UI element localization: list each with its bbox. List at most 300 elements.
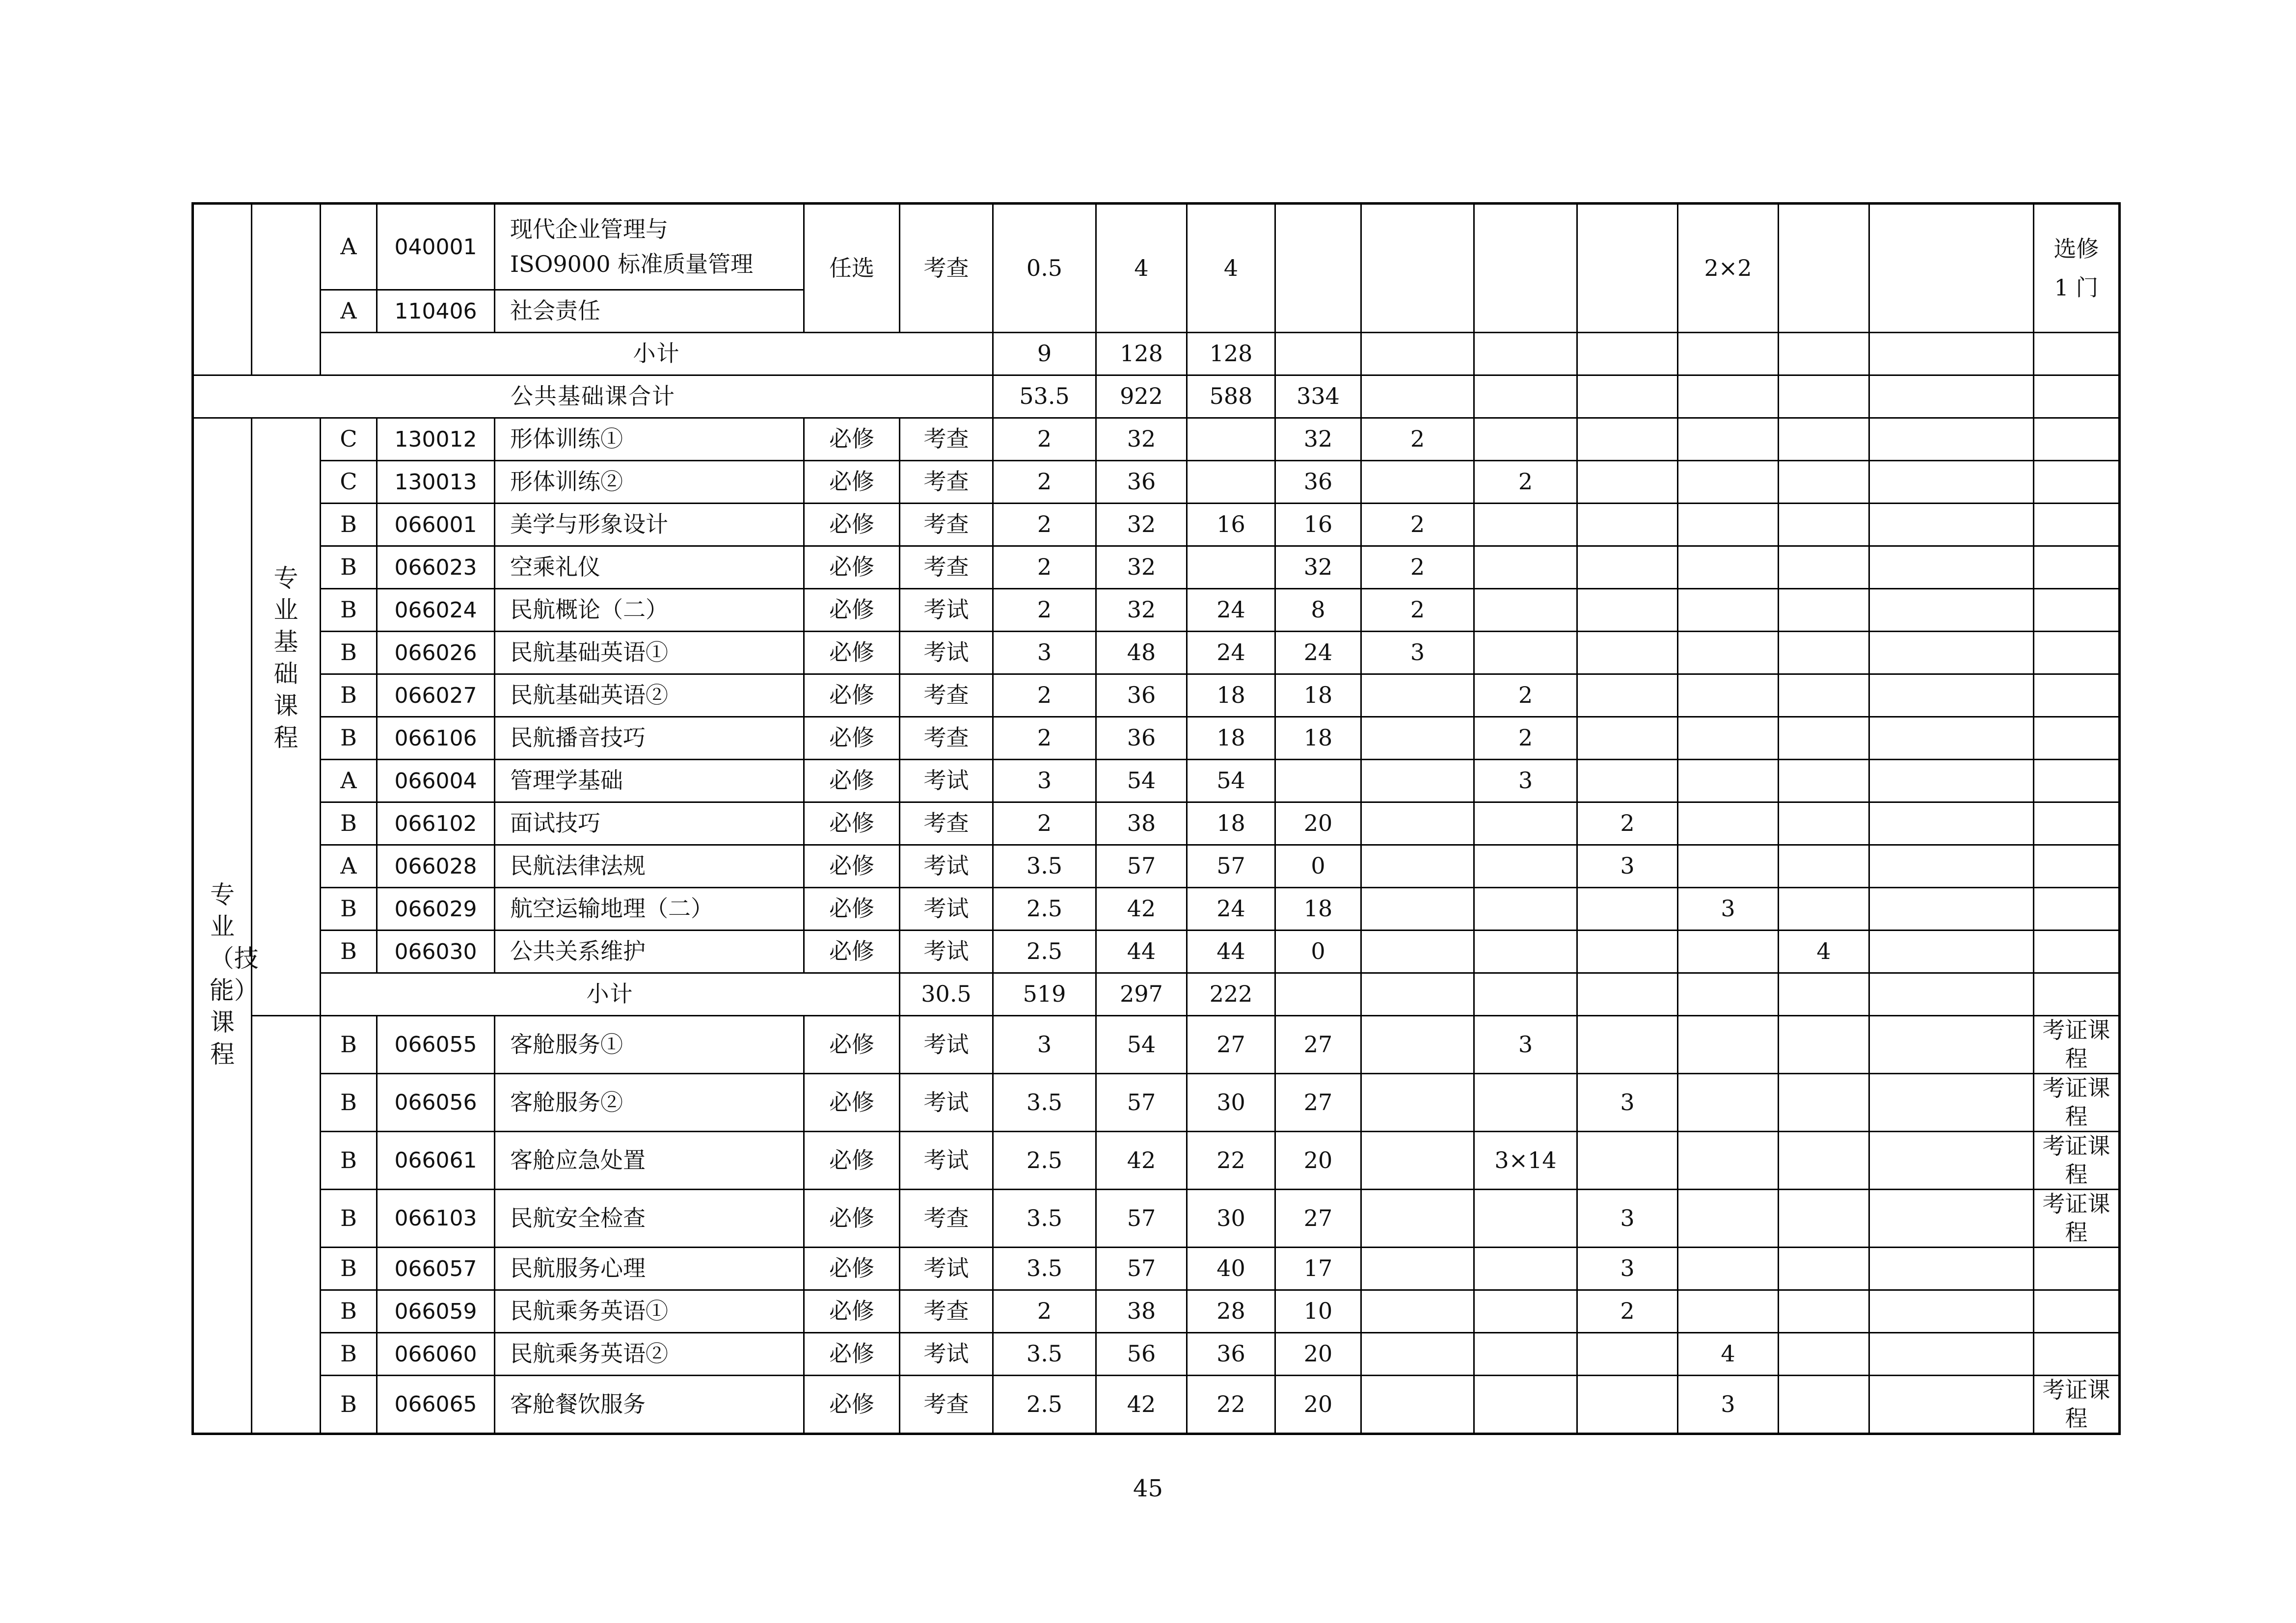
assessment-method: 考试 [900,632,993,674]
course-nature: 必修 [804,845,900,888]
semester-hours-cell [1869,1132,2034,1190]
curriculum-table [191,202,2121,1435]
practice-hours-cell: 222 [1187,973,1275,1016]
course-nature: 必修 [804,1132,900,1190]
semester-hours-cell: 2 [1361,589,1474,632]
practice-hours-cell: 20 [1275,1376,1361,1434]
semester-hours-cell [1474,504,1577,546]
course-row [193,461,2120,504]
semester-hours-cell [1678,1016,1779,1074]
course-type: A [321,845,377,888]
empty-cell [1275,333,1361,375]
page-number: 45 [1133,1475,1163,1502]
semester-hours-cell: 3 [1474,1016,1577,1074]
semester-hours-cell [1779,589,1869,632]
course-name: 民航乘务英语② [495,1333,804,1376]
semester-hours-cell: 3 [1361,632,1474,674]
course-code: 066059 [377,1290,495,1333]
theory-hours-cell: 24 [1187,589,1275,632]
course-row [193,1333,2120,1376]
semester-hours-cell: 3 [1678,1376,1779,1434]
course-type: A [321,290,377,333]
credit-cell: 2.5 [993,888,1096,931]
course-code: 066055 [377,1016,495,1074]
course-name: 客舱应急处置 [495,1132,804,1190]
theory-hours-cell: 24 [1187,888,1275,931]
credit-cell: 2 [993,717,1096,760]
course-code: 040001 [377,204,495,290]
remark-cell [2034,888,2120,931]
semester-hours-cell [1361,1190,1474,1248]
course-nature: 必修 [804,1248,900,1290]
course-name: 客舱餐饮服务 [495,1376,804,1434]
semester-hours-cell [1779,1074,1869,1132]
course-type: B [321,1248,377,1290]
semester-hours-cell [1869,204,2034,333]
credit-cell: 2.5 [993,931,1096,973]
semester-hours-cell [1474,1376,1577,1434]
credit-cell: 2 [993,418,1096,461]
practice-hours-cell: 8 [1275,589,1361,632]
course-name: 美学与形象设计 [495,504,804,546]
total-hours-cell: 32 [1096,418,1187,461]
course-row [193,504,2120,546]
semester-hours-cell [1869,632,2034,674]
assessment-method: 考查 [900,674,993,717]
remark-cell: 考证课程 [2034,1376,2120,1434]
course-type: B [321,1376,377,1434]
total-hours-cell: 36 [1096,717,1187,760]
remark-cell [2034,461,2120,504]
empty-cell [1474,973,1577,1016]
remark-cell [2034,418,2120,461]
practice-hours-cell: 16 [1275,504,1361,546]
total-hours-cell: 54 [1096,1016,1187,1074]
semester-hours-cell: 3 [1577,845,1678,888]
semester-hours-cell [1474,845,1577,888]
semester-hours-cell [1361,1074,1474,1132]
practice-hours-cell [1275,760,1361,802]
credit-cell: 3 [993,632,1096,674]
credit-cell: 2 [993,589,1096,632]
course-nature: 必修 [804,1016,900,1074]
semester-hours-cell [1678,504,1779,546]
course-type: B [321,546,377,589]
course-code: 066057 [377,1248,495,1290]
course-row [193,418,2120,461]
semester-hours-cell [1869,461,2034,504]
course-type: B [321,1190,377,1248]
theory-hours-cell: 57 [1187,845,1275,888]
empty-cell [1678,333,1779,375]
course-nature: 必修 [804,717,900,760]
practice-hours-cell: 334 [1275,375,1361,418]
semester-hours-cell: 2 [1474,717,1577,760]
semester-hours-cell [1869,931,2034,973]
empty-cell [1869,973,2034,1016]
theory-hours-cell: 16 [1187,504,1275,546]
theory-hours-cell: 18 [1187,717,1275,760]
course-name-line: 现代企业管理与 [510,215,668,242]
semester-hours-cell [1474,1190,1577,1248]
semester-hours-cell: 2 [1474,461,1577,504]
assessment-method: 考试 [900,1074,993,1132]
theory-hours-cell: 128 [1187,333,1275,375]
theory-hours-cell: 297 [1096,973,1187,1016]
semester-hours-cell [1779,1333,1869,1376]
semester-hours-cell [1869,1190,2034,1248]
course-row [193,845,2120,888]
course-row [193,888,2120,931]
assessment-method: 考查 [900,418,993,461]
total-hours-cell: 42 [1096,1132,1187,1190]
credit-cell: 3.5 [993,1248,1096,1290]
practice-hours-cell: 18 [1275,674,1361,717]
assessment-method: 考查 [900,1290,993,1333]
practice-hours-cell: 27 [1275,1074,1361,1132]
semester-hours-cell [1678,1190,1779,1248]
theory-hours-cell: 18 [1187,674,1275,717]
remark-cell [2034,802,2120,845]
course-nature: 必修 [804,546,900,589]
total-hours-cell: 32 [1096,589,1187,632]
assessment-method: 考试 [900,1333,993,1376]
assessment-method: 考查 [900,717,993,760]
semester-hours-cell [1869,802,2034,845]
course-code: 066030 [377,931,495,973]
foundation-subtotal-row [193,973,2120,1016]
assessment-method: 考查 [900,461,993,504]
semester-hours-cell [1474,418,1577,461]
semester-hours-cell [1869,589,2034,632]
practice-hours-cell: 0 [1275,931,1361,973]
course-type: B [321,589,377,632]
course-type: B [321,504,377,546]
total-hours-cell: 32 [1096,546,1187,589]
assessment-method: 考试 [900,888,993,931]
course-name: 民航概论（二） [495,589,804,632]
semester-hours-cell [1869,1016,2034,1074]
semester-hours-cell [1577,589,1678,632]
subtotal-label: 小计 [321,973,900,1016]
total-hours-cell: 57 [1096,1248,1187,1290]
course-nature: 必修 [804,589,900,632]
semester-hours-cell [1779,204,1869,333]
semester-hours-cell: 2×2 [1678,204,1779,333]
semester-hours-cell [1474,204,1577,333]
course-row [193,589,2120,632]
total-hours-cell: 42 [1096,1376,1187,1434]
theory-hours-cell: 22 [1187,1132,1275,1190]
semester-hours-cell [1577,204,1678,333]
course-type: B [321,1132,377,1190]
category-cell-blank [252,204,321,375]
theory-hours-cell: 4 [1187,204,1275,333]
credit-cell: 30.5 [900,973,993,1016]
semester-hours-cell [1361,674,1474,717]
semester-hours-cell [1361,845,1474,888]
group-cell-blank [193,204,252,375]
semester-hours-cell [1474,888,1577,931]
course-code: 066026 [377,632,495,674]
semester-hours-cell [1678,461,1779,504]
total-hours-cell: 48 [1096,632,1187,674]
empty-cell [1361,333,1474,375]
public-total-row [193,375,2120,418]
course-nature: 必修 [804,461,900,504]
semester-hours-cell [1361,1376,1474,1434]
semester-hours-cell [1474,1333,1577,1376]
course-name: 客舱服务② [495,1074,804,1132]
course-row [193,1074,2120,1132]
empty-cell [1678,375,1779,418]
course-name: 民航基础英语① [495,632,804,674]
semester-hours-cell [1869,888,2034,931]
remark-cell: 考证课程 [2034,1074,2120,1132]
course-code: 066023 [377,546,495,589]
semester-hours-cell [1779,1290,1869,1333]
empty-cell [1361,375,1474,418]
assessment-method: 考试 [900,1132,993,1190]
course-nature: 必修 [804,1376,900,1434]
foundation-category-label-text: 专业基础课程 [273,563,298,752]
course-type: B [321,1290,377,1333]
course-row [193,546,2120,589]
credit-cell: 2 [993,674,1096,717]
empty-cell [1577,375,1678,418]
course-code: 066061 [377,1132,495,1190]
credit-cell: 2 [993,546,1096,589]
assessment-method: 考查 [900,504,993,546]
total-hours-cell: 32 [1096,504,1187,546]
semester-hours-cell [1474,802,1577,845]
semester-hours-cell: 2 [1361,504,1474,546]
semester-hours-cell: 3 [1577,1074,1678,1132]
total-hours-cell: 44 [1096,931,1187,973]
total-hours-cell: 922 [1096,375,1187,418]
course-name: 民航乘务英语① [495,1290,804,1333]
course-group-label [193,418,259,1434]
course-nature: 必修 [804,504,900,546]
public-total-label: 公共基础课合计 [193,375,993,418]
semester-hours-cell [1869,845,2034,888]
semester-hours-cell: 3 [1474,760,1577,802]
course-code: 130012 [377,418,495,461]
assessment-method: 考试 [900,1248,993,1290]
course-code: 066056 [377,1074,495,1132]
semester-hours-cell [1678,1132,1779,1190]
semester-hours-cell [1678,760,1779,802]
course-type: B [321,632,377,674]
credit-cell: 9 [993,333,1096,375]
course-type: B [321,1074,377,1132]
course-row [193,760,2120,802]
semester-hours-cell [1361,204,1474,333]
empty-cell [1779,375,1869,418]
remark-line: 选修 [2053,236,2099,263]
remark-line: 1 门 [2054,274,2099,301]
semester-hours-cell [1678,1290,1779,1333]
total-hours-cell: 4 [1096,204,1187,333]
semester-hours-cell [1869,674,2034,717]
course-code: 066103 [377,1190,495,1248]
remark-cell [2034,845,2120,888]
credit-cell: 2 [993,802,1096,845]
semester-hours-cell [1577,674,1678,717]
remark-cell [2034,546,2120,589]
practice-hours-cell [1275,204,1361,333]
empty-cell [1577,973,1678,1016]
course-type: C [321,461,377,504]
semester-hours-cell [1678,546,1779,589]
semester-hours-cell [1779,674,1869,717]
course-row [193,1016,2120,1074]
remark-cell [2034,1248,2120,1290]
theory-hours-cell: 28 [1187,1290,1275,1333]
remark-cell [2034,674,2120,717]
course-name: 民航播音技巧 [495,717,804,760]
semester-hours-cell: 4 [1779,931,1869,973]
course-type: B [321,888,377,931]
theory-hours-cell: 40 [1187,1248,1275,1290]
total-hours-cell: 54 [1096,760,1187,802]
practice-hours-cell: 18 [1275,888,1361,931]
total-hours-cell: 57 [1096,845,1187,888]
semester-hours-cell: 4 [1678,1333,1779,1376]
empty-cell [1779,973,1869,1016]
course-code: 130013 [377,461,495,504]
semester-hours-cell [1678,418,1779,461]
semester-hours-cell [1361,461,1474,504]
credit-cell: 3.5 [993,845,1096,888]
remark-cell [2034,1333,2120,1376]
semester-hours-cell [1869,546,2034,589]
credit-cell: 3.5 [993,1074,1096,1132]
semester-hours-cell [1474,546,1577,589]
semester-hours-cell [1678,589,1779,632]
semester-hours-cell [1361,1132,1474,1190]
total-hours-cell: 38 [1096,1290,1187,1333]
empty-cell [2034,375,2120,418]
semester-hours-cell: 3×14 [1474,1132,1577,1190]
semester-hours-cell [1577,1376,1678,1434]
course-name-line: ISO9000 标准质量管理 [510,251,754,277]
semester-hours-cell [1869,504,2034,546]
course-row [193,1290,2120,1333]
semester-hours-cell [1577,1333,1678,1376]
course-name: 民航服务心理 [495,1248,804,1290]
empty-cell [2034,333,2120,375]
remark-cell [2034,589,2120,632]
course-nature: 必修 [804,1333,900,1376]
semester-hours-cell [1779,888,1869,931]
semester-hours-cell: 2 [1474,674,1577,717]
course-name: 面试技巧 [495,802,804,845]
course-nature: 必修 [804,674,900,717]
semester-hours-cell [1474,632,1577,674]
semester-hours-cell [1678,845,1779,888]
credit-cell: 3.5 [993,1190,1096,1248]
total-hours-cell: 519 [993,973,1096,1016]
semester-hours-cell [1779,1132,1869,1190]
empty-cell [1869,375,2034,418]
semester-hours-cell [1779,802,1869,845]
theory-hours-cell: 44 [1187,931,1275,973]
semester-hours-cell [1361,802,1474,845]
course-row [193,1248,2120,1290]
course-row [193,674,2120,717]
course-nature: 必修 [804,888,900,931]
semester-hours-cell [1779,760,1869,802]
remark-cell [2034,931,2120,973]
theory-hours-cell: 588 [1187,375,1275,418]
credit-cell: 2.5 [993,1376,1096,1434]
semester-hours-cell [1577,632,1678,674]
semester-hours-cell [1779,461,1869,504]
semester-hours-cell [1869,1248,2034,1290]
course-code: 066060 [377,1333,495,1376]
semester-hours-cell [1577,418,1678,461]
semester-hours-cell [1474,1290,1577,1333]
semester-hours-cell [1779,1248,1869,1290]
course-row [193,1190,2120,1248]
credit-cell: 53.5 [993,375,1096,418]
total-hours-cell: 57 [1096,1074,1187,1132]
assessment-method: 考试 [900,845,993,888]
course-code: 066102 [377,802,495,845]
remark-cell: 考证课程 [2034,1132,2120,1190]
course-name: 形体训练① [495,418,804,461]
assessment-method: 考试 [900,1016,993,1074]
course-code: 066106 [377,717,495,760]
practice-hours-cell: 32 [1275,546,1361,589]
course-code: 066024 [377,589,495,632]
theory-hours-cell [1187,546,1275,589]
course-row [193,717,2120,760]
total-hours-cell: 42 [1096,888,1187,931]
semester-hours-cell: 3 [1577,1190,1678,1248]
semester-hours-cell [1361,760,1474,802]
course-name [495,204,804,290]
empty-cell [1275,973,1361,1016]
course-group-label-text: 专业（技能）课程 [209,880,259,1068]
course-row [193,632,2120,674]
semester-hours-cell [1577,717,1678,760]
course-type: B [321,717,377,760]
course-name: 空乘礼仪 [495,546,804,589]
practice-hours-cell: 17 [1275,1248,1361,1290]
theory-hours-cell: 18 [1187,802,1275,845]
semester-hours-cell [1361,717,1474,760]
assessment-method: 考查 [900,802,993,845]
theory-hours-cell: 54 [1187,760,1275,802]
semester-hours-cell [1678,802,1779,845]
practice-hours-cell: 0 [1275,845,1361,888]
semester-hours-cell [1779,717,1869,760]
semester-hours-cell [1577,931,1678,973]
course-name: 民航安全检查 [495,1190,804,1248]
remark-cell [2034,504,2120,546]
semester-hours-cell [1779,1376,1869,1434]
subtotal-label: 小计 [321,333,993,375]
course-type: B [321,674,377,717]
assessment-method: 考试 [900,760,993,802]
course-name: 管理学基础 [495,760,804,802]
empty-cell [1474,375,1577,418]
semester-hours-cell [1361,888,1474,931]
practice-hours-cell: 24 [1275,632,1361,674]
empty-cell [1361,973,1474,1016]
